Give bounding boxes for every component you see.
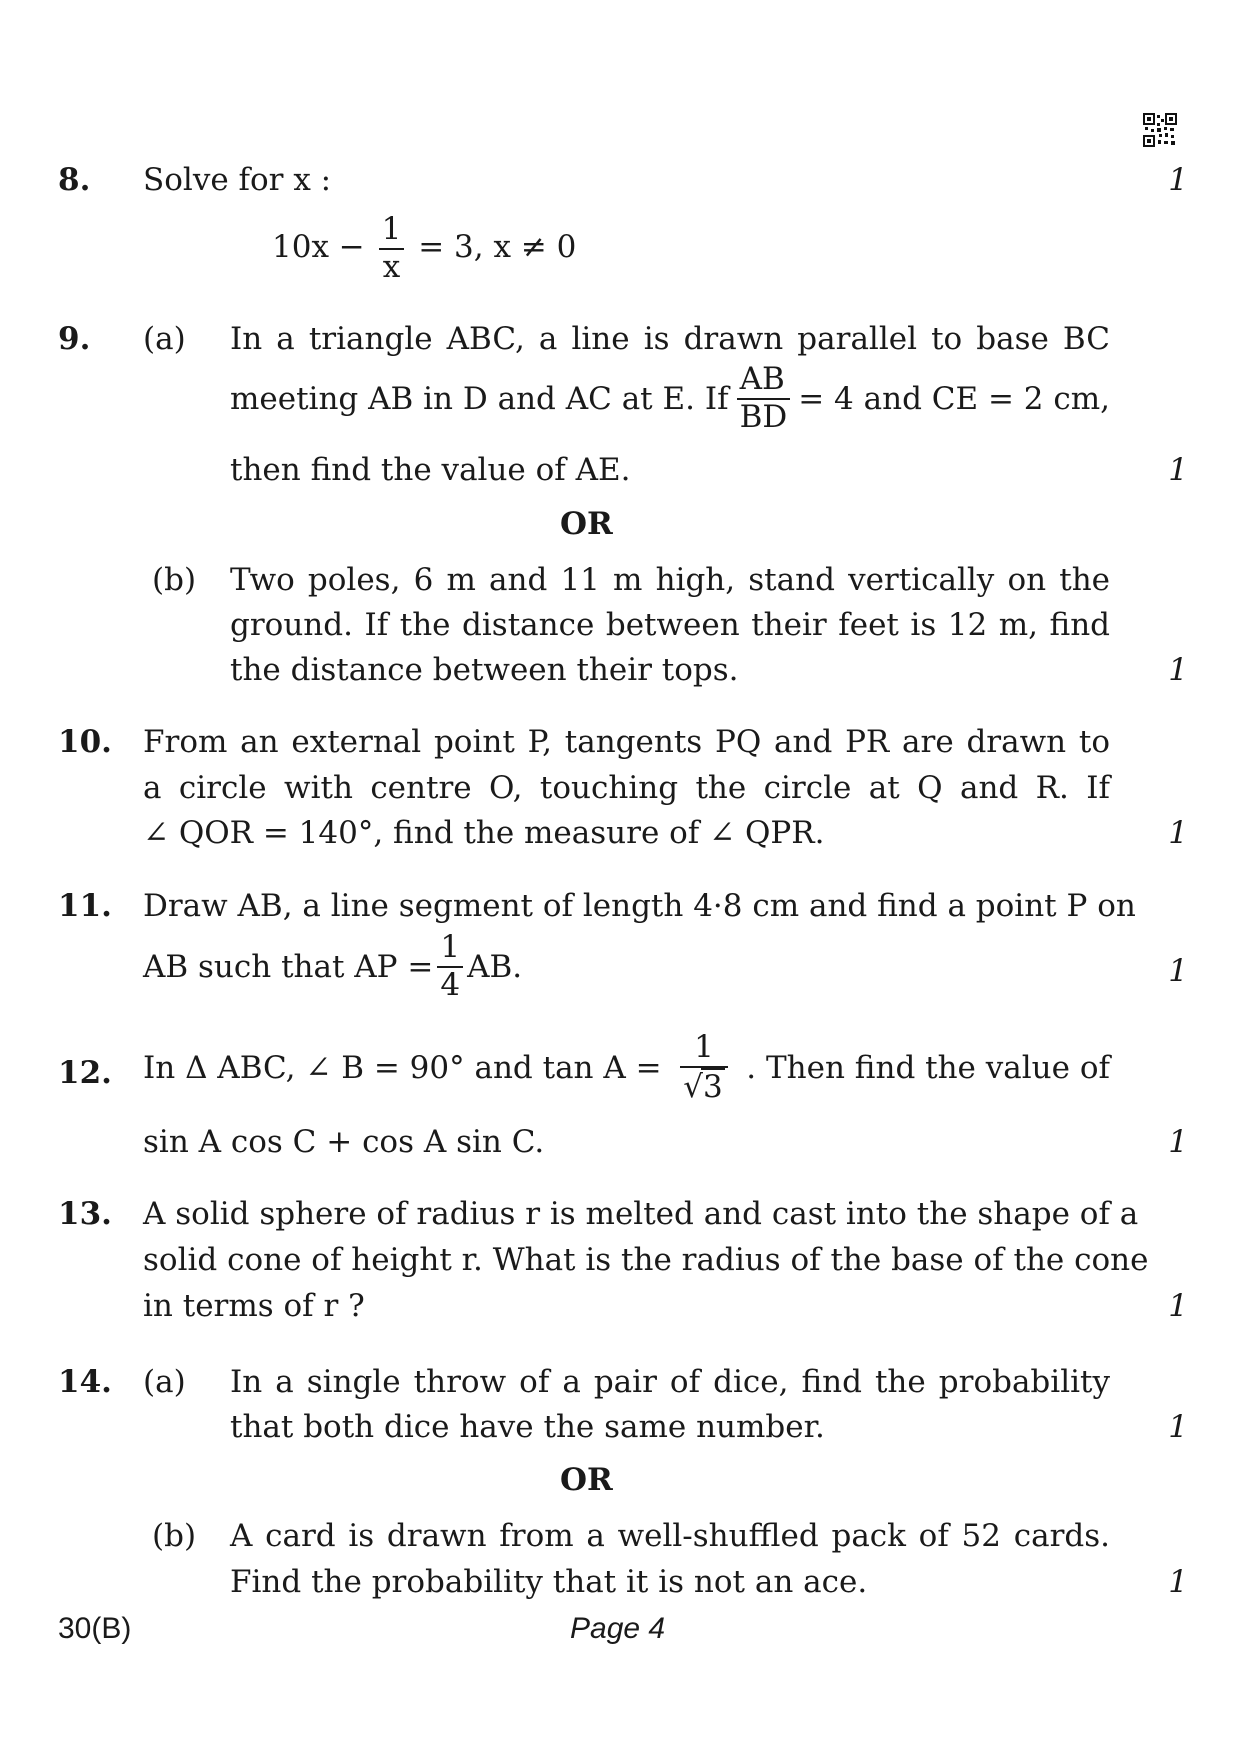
fraction-denominator: 4	[440, 966, 461, 1003]
question-number: 14.	[58, 1364, 112, 1400]
paper-code: 30(B)	[58, 1612, 132, 1645]
fraction-numerator: AB	[737, 362, 791, 400]
marks: 1	[1168, 1288, 1188, 1324]
or-separator: OR	[560, 1462, 613, 1498]
marks: 1	[1168, 1409, 1188, 1445]
part-label: (a)	[143, 321, 186, 357]
question-text: a circle with centre O, touching the circle at Q and R. If	[143, 770, 1110, 806]
text-segment: meeting AB in D and AC at E. If	[230, 380, 729, 417]
question-text	[143, 930, 522, 1003]
qr-code-icon	[1143, 113, 1177, 147]
marks: 1	[1168, 815, 1188, 851]
fraction-numerator: 1	[680, 1030, 728, 1068]
radicand: 3	[702, 1068, 723, 1105]
question-text: ground. If the distance between their feet is 12 m, find	[230, 607, 1110, 643]
equation-rhs: = 3, x ≠ 0	[418, 229, 577, 266]
text-segment: = 4 and CE = 2 cm,	[798, 380, 1110, 417]
question-number: 9.	[58, 321, 91, 357]
equation	[272, 212, 576, 285]
question-text: From an external point P, tangents PQ and PR are drawn to	[143, 724, 1110, 760]
marks: 1	[1168, 652, 1188, 688]
question-text: A solid sphere of radius r is melted and cast into the shape of a	[143, 1196, 1139, 1232]
question-text: Solve for x :	[143, 162, 332, 198]
question-text: Draw AB, a line segment of length 4·8 cm and find a point P on	[143, 888, 1136, 924]
question-text: sin A cos C + cos A sin C.	[143, 1124, 545, 1160]
part-label: (b)	[152, 1518, 197, 1554]
question-number: 12.	[58, 1055, 112, 1091]
fraction	[680, 1030, 728, 1105]
page-number: Page 4	[570, 1612, 666, 1645]
question-text: that both dice have the same number.	[230, 1409, 825, 1445]
text-segment: AB such that AP =	[143, 948, 434, 985]
question-text	[230, 362, 1110, 435]
marks: 1	[1168, 953, 1188, 989]
question-text: Two poles, 6 m and 11 m high, stand vertically on the	[230, 562, 1110, 598]
marks: 1	[1168, 452, 1188, 488]
fraction	[379, 212, 405, 285]
text-segment: In Δ ABC, ∠ B = 90° and tan A =	[143, 1049, 662, 1086]
fraction-denominator: BD	[739, 398, 788, 435]
text-segment: AB.	[467, 948, 523, 985]
text-segment: . Then find the value of	[746, 1049, 1110, 1086]
fraction-numerator: 1	[379, 212, 405, 250]
question-number: 13.	[58, 1196, 112, 1232]
fraction	[437, 930, 463, 1003]
question-text	[143, 1030, 1110, 1105]
fraction	[737, 362, 791, 435]
question-text: In a triangle ABC, a line is drawn parallel to base BC	[230, 321, 1110, 357]
equation-lhs: 10x −	[272, 229, 365, 266]
fraction-numerator: 1	[437, 930, 463, 968]
question-text: in terms of r ?	[143, 1288, 365, 1324]
question-text: solid cone of height r. What is the radius of the base of the cone	[143, 1242, 1149, 1278]
marks: 1	[1168, 162, 1188, 198]
marks: 1	[1168, 1564, 1188, 1600]
part-label: (b)	[152, 562, 197, 598]
question-text: A card is drawn from a well-shuffled pack of 52 cards.	[230, 1518, 1110, 1554]
part-label: (a)	[143, 1364, 186, 1400]
question-text: In a single throw of a pair of dice, find the probability	[230, 1364, 1110, 1400]
question-number: 11.	[58, 888, 112, 924]
fraction-denominator: x	[382, 248, 401, 285]
sqrt-symbol: √	[683, 1068, 703, 1105]
fraction-denominator	[680, 1068, 728, 1106]
question-number: 8.	[58, 162, 91, 198]
question-text: Find the probability that it is not an ace.	[230, 1564, 868, 1600]
question-text: then find the value of AE.	[230, 452, 631, 488]
question-text: the distance between their tops.	[230, 652, 739, 688]
question-text: ∠ QOR = 140°, find the measure of ∠ QPR.	[143, 815, 825, 851]
marks: 1	[1168, 1124, 1188, 1160]
question-number: 10.	[58, 724, 112, 760]
or-separator: OR	[560, 506, 613, 542]
